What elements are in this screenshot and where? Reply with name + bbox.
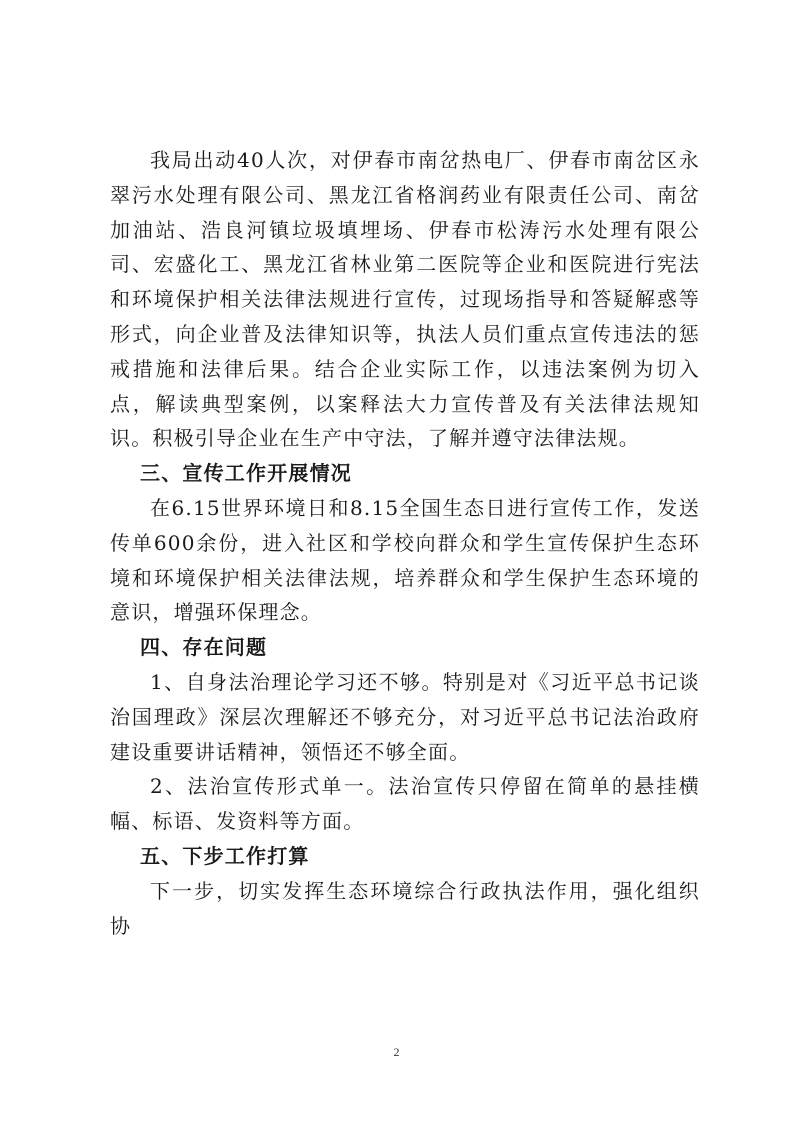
paragraph-environment-day: 在6.15世界环境日和8.15全国生态日进行宣传工作，发送传单600余份，进入社区和学校向群众和学生宣传保护生态环境和环境保护相关法律法规，培养群众和学生保护生态环境的意识，增强环保理念。 — [110, 495, 700, 625]
section-heading-next-steps: 五、下步工作打算 — [140, 843, 310, 868]
paragraph-next-steps: 下一步，切实发挥生态环境综合行政执法作用，强化组织协 — [110, 878, 700, 938]
page-number: 2 — [393, 1045, 400, 1059]
paragraph-outreach-enterprises: 我局出动40人次，对伊春市南岔热电厂、伊春市南岔区永翠污水处理有限公司、黑龙江省格润药业有限责任公司、南岔加油站、浩良河镇垃圾填埋场、伊春市松涛污水处理有限公司、宏盛化工、黑龙江省林业第二医院等企业和医院进行宪法和环境保护相关法律法规进行宣传，过现场指导和答疑解惑等形式，向企业普及法律知识等，执法人员们重点宣传违法的惩戒措施和法律后果。结合企业实际工作，以违法案例为切入点，解读典型案例，以案释法大力宣传普及有关法律法规知识。积极引导企业在生产中守法，了解并遵守法律法规。 — [110, 148, 700, 451]
section-heading-publicity-work: 三、宣传工作开展情况 — [140, 461, 352, 486]
paragraph-problem-2: 2、法治宣传形式单一。法治宣传只停留在简单的悬挂横幅、标语、发资料等方面。 — [110, 774, 700, 834]
document-body — [110, 143, 700, 943]
paragraph-problem-1: 1、自身法治理论学习还不够。特别是对《习近平总书记谈治国理政》深层次理解还不够充分，对习近平总书记法治政府建设重要讲话精神，领悟还不够全面。 — [110, 669, 700, 764]
section-heading-existing-problems: 四、存在问题 — [140, 635, 268, 660]
